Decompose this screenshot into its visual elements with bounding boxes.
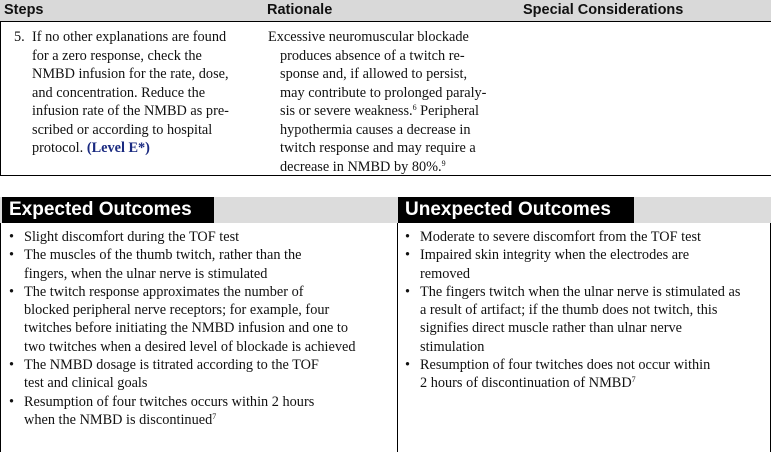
item-line: twitches before initiating the NMBD infusion and one to xyxy=(24,320,349,337)
step-line: and concentration. Reduce the xyxy=(32,84,206,101)
step-line xyxy=(32,139,260,158)
list-item xyxy=(9,393,394,430)
list-item xyxy=(405,283,767,356)
bullet: • xyxy=(9,229,15,245)
item-line: removed xyxy=(420,265,471,282)
item-line: The muscles of the thumb twitch, rather than the xyxy=(24,247,302,264)
step-last-line: protocol. xyxy=(32,140,84,156)
step-line: for a zero response, check the xyxy=(32,47,202,64)
header-steps: Steps xyxy=(4,2,44,18)
item-line: Impaired skin integrity when the electrodes are xyxy=(420,247,690,264)
item-line: blocked peripheral nerve receptors; for example, four xyxy=(24,302,330,319)
bullet: • xyxy=(9,393,15,410)
step-line: scribed or according to hospital xyxy=(32,121,213,138)
list-item xyxy=(405,246,767,283)
list-item xyxy=(9,228,394,246)
item-line: The twitch response approximates the number of xyxy=(24,283,304,300)
step-line: If no other explanations are found xyxy=(32,29,227,45)
expected-outcomes-list xyxy=(9,228,394,429)
outcomes-left-border xyxy=(0,223,1,452)
evidence-level: (Level E*) xyxy=(86,140,150,156)
list-item xyxy=(9,283,394,356)
rationale-line: may contribute to prolonged paraly- xyxy=(280,84,487,101)
unexpected-outcomes-list xyxy=(405,228,767,393)
step-line: NMBD infusion for the rate, dose, xyxy=(32,66,229,82)
header-special-considerations: Special Considerations xyxy=(523,2,684,18)
rationale-line: produces absence of a twitch re- xyxy=(280,47,465,64)
item-line-text: 2 hours of discontinuation of NMBD xyxy=(420,375,632,392)
item-line: test and clinical goals xyxy=(24,375,148,392)
reference-superscript: 6 xyxy=(412,103,417,112)
item-line: a result of artifact; if the thumb does not twitch, this xyxy=(420,302,718,319)
bullet: • xyxy=(9,357,15,374)
list-item xyxy=(9,356,394,393)
item-line: stimulation xyxy=(420,338,485,355)
step-line: infusion rate of the NMBD as pre- xyxy=(32,103,229,119)
item-line: Resumption of four twitches occurs within 2 hours xyxy=(24,393,315,410)
rationale-fragment: Peripheral xyxy=(416,103,479,119)
outcomes-divider xyxy=(397,223,398,452)
item-line: Moderate to severe discomfort from the TOF test xyxy=(420,229,701,245)
header-rationale: Rationale xyxy=(267,2,333,18)
reference-superscript: 9 xyxy=(441,158,446,168)
unexpected-outcomes-title: Unexpected Outcomes xyxy=(398,197,634,223)
item-line xyxy=(420,374,767,392)
reference-superscript: 7 xyxy=(631,375,636,385)
item-line-text: when the NMBD is discontinued xyxy=(24,411,213,428)
bullet: • xyxy=(405,283,411,300)
list-item xyxy=(405,356,767,393)
item-line: Resumption of four twitches does not occur within xyxy=(420,357,711,374)
item-line: The NMBD dosage is titrated according to the TOF xyxy=(24,357,319,374)
rationale-line: twitch response and may require a xyxy=(280,140,476,156)
reference-superscript: 7 xyxy=(212,411,217,421)
item-line xyxy=(24,411,394,429)
item-line: Slight discomfort during the TOF test xyxy=(24,229,240,245)
list-item xyxy=(9,246,394,283)
list-item xyxy=(405,228,767,246)
item-line: signifies direct muscle rather than ulnar nerve xyxy=(420,320,683,337)
bullet: • xyxy=(405,229,411,245)
bullet: • xyxy=(9,247,15,264)
step-number: 5. xyxy=(14,29,25,45)
bullet: • xyxy=(405,247,411,264)
header-rule xyxy=(0,21,771,22)
rationale-fragment: sis or severe weakness. xyxy=(280,103,413,119)
item-line: The fingers twitch when the ulnar nerve is stimulated as xyxy=(420,283,741,300)
table-left-border xyxy=(0,22,1,175)
rationale-line: hypothermia causes a decrease in xyxy=(280,121,471,138)
step-text xyxy=(32,28,260,158)
bullet: • xyxy=(9,283,15,300)
rationale-line: sponse and, if allowed to persist, xyxy=(280,66,468,82)
bullet: • xyxy=(405,357,411,374)
item-line: fingers, when the ulnar nerve is stimulated xyxy=(24,265,268,282)
item-line: two twitches when a desired level of blockade is achieved xyxy=(24,338,356,355)
table-bottom-rule xyxy=(0,175,771,176)
rationale-text xyxy=(268,28,518,176)
rationale-line xyxy=(268,102,518,121)
rationale-line xyxy=(268,158,518,177)
rationale-fragment: decrease in NMBD by 80%. xyxy=(280,158,442,175)
rationale-line: Excessive neuromuscular blockade xyxy=(268,29,469,45)
expected-outcomes-title: Expected Outcomes xyxy=(2,197,214,223)
